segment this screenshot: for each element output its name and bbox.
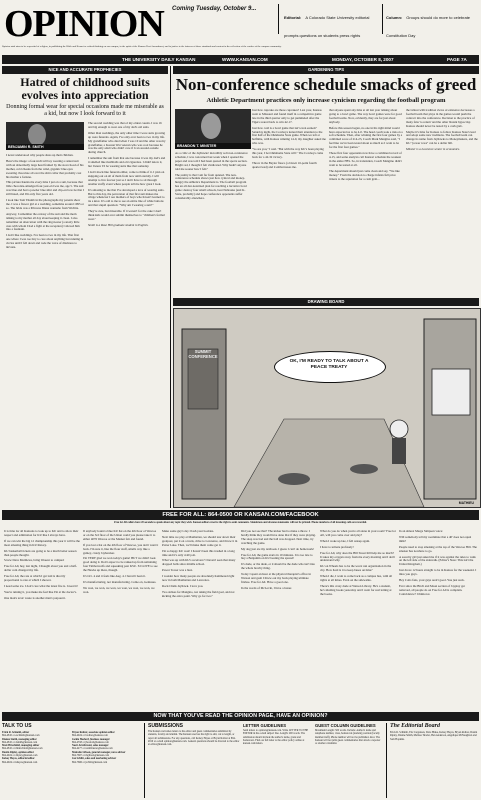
left-para: Other than weddings, the only other time I wore suits growing up were funerals. Again, I've only ever been to two in my life. My grandfather who died when I was 10 and the other was my grandfather, a Korean War veteran who was cool because he was the only adult who didn't care if I ran around outside during church. (88, 130, 166, 155)
ffa-col-2 (83, 530, 159, 708)
teaser-editorial-head: Editorial: (284, 15, 302, 20)
ffa-comment: I need some ice. I don't care what the latest fire is. I need it! (4, 583, 78, 588)
contact-entry (2, 744, 70, 751)
column-divider (170, 66, 171, 508)
editorial-board (390, 723, 479, 798)
main-para: The department should just come clean and say, "We like money." From the decision to charge infants full price tickets to the reputation for a cash grab... (329, 168, 400, 181)
ffa-comment: Free for All, the rate at which I get laid is directly proportional to rate at which I shower. (4, 574, 66, 583)
footer (2, 723, 479, 798)
ffa-comment: Rock Chalk Jayhawk. I love you. (162, 583, 204, 588)
contact-name: Dianne Smith, managing editor (2, 737, 37, 741)
cartoon-illustration (174, 309, 480, 507)
contact-email[interactable]: 864-4924 or brohrer@kansan.com (72, 734, 108, 738)
contact-name: Kelsey Hayes, editorial editor (2, 757, 35, 761)
contact-name: Jackie Hosford, business manager (72, 737, 110, 741)
left-col-1 (6, 154, 84, 506)
main-para: Maybe it's time for Kansas to follow Kansas State's lead and adopt some new traditions. The football team can change its name from Jayhawks to Moneymakers, and the KU "power rows" can be a dollar bill. (406, 129, 478, 146)
main-byline: BRANDON T. MINSTER (175, 143, 251, 149)
ffa-comment: When I die, I want to come back as a campus bus, with all rights at all times. Even on the sidewalks. (320, 574, 393, 583)
left-para: This picture haunts me every time I put on a suit, because that little chocolate-smudged four-year-old was me, age 5. The suit was blue and had a powder blue shirt and clip-on bow tie that I still hated, and I'm only five years old. (6, 180, 84, 197)
ffa-comment: What do you do when you're all alone in your room? Free for All, will you come over and play? (320, 530, 396, 537)
ffa-comment: In an almost Marge Simpson voice: (399, 530, 444, 533)
editorial-board-members: Erick R. Schmidt, Eric Jorgensen, Dave Blake, Kelsey Hayes, Bryan Rohrer, Dustin Ripley, Dianne Smith, Melissa Tirador, Ben Anderson, Angelique McNaughton and Sam Hopkins. (390, 731, 478, 741)
main-headline: Non-conference schedule smacks of greed (175, 75, 477, 94)
ffa-comment: We won, we won, we won, we won, we won, we won, we won. (83, 585, 155, 594)
left-col-2 (88, 122, 166, 506)
ffa-comment: If anybody found a blue KU hat on the 4th floor of Wescoe or on the 3rd floor of the Union could you please take it to either 4076 Wescoe or the Market fair and found. (83, 530, 157, 541)
ffa-col-6 (399, 530, 477, 708)
ffa-col-1 (4, 530, 80, 708)
talk-contacts-right (72, 731, 142, 764)
ffa-comment: Hey Colts fans, your guys aren't good. You just suck. (399, 578, 465, 583)
paper-name: THE UNIVERSITY DAILY KANSAN (122, 57, 196, 62)
teaser-editorial-body: A Colorado State University editorial prompts questions on students press rights (284, 15, 370, 38)
letter-guidelines-heading: LETTER GUIDELINES (243, 723, 287, 728)
left-para: It's amazing to me that I've developed a love of wearing suits. But to this day, the perversion of that first suit makes me cringe whenever I see mothers of boys who haven't learned to tie a knot. It's odd to me to see an entire line of white buttons and that stupid question: "Why am I wearing a suit?" (88, 187, 165, 208)
ffa-comment: It's Oct. 4 and it feels like Aug. 4. I haven't been it. (83, 574, 146, 579)
left-para: I don't mock like funerals either, come to think of it. I plan on skipping out on all of them from now until eternity. I will attempt to live forever just so I don't have to sit through another stuffy event where people tell me how great I look. (88, 169, 165, 186)
ffa-comment: KU on Wheels has to be the worst run organization in the city. How hard is it to keep buses on time? (320, 564, 392, 573)
ffa-comment: Ever since the Bitch and Moan section of Jayplay got removed, all people do on Free for All is complain. Coincidence? I think not. (399, 583, 466, 596)
teaser-coming: Coming Tuesday, October 9... (172, 6, 257, 12)
ffa-col-3 (162, 530, 238, 708)
main-col-2 (252, 109, 326, 294)
teaser-column (386, 6, 479, 42)
ffa-comment: I'm VERY glad we won today's game! BUT we didn't look good doing it. Don't expect to be ranked up from remaining four Timberwolfs and squeaking past KSU. I'd LOVE to see the Hawks up there, though. (83, 556, 158, 573)
left-para: They're cute, but miserable. If it weren't for the cake I don't think kids would ever submit themselves to "children's formal wear." (88, 209, 165, 221)
left-para: Anyway, I remember the ecstasy of the suit and the mom talking to my mother all day about keeping it clean. I also remember an altercation with the ring-bearer (a snotty little cuss with whom I had a fight at the reception) I shoved him into a fountain. (6, 211, 80, 232)
teaser-editorial (284, 6, 380, 42)
contact-entry (2, 757, 70, 764)
drawing-board-label: DRAWING BOARD (173, 298, 479, 306)
ffa-comment: I wonder how many people are absolutely hammered right now in both Manhattan and Lawrence. (162, 574, 235, 583)
teaser-divider (278, 4, 279, 34)
main-para: "So are you," I said. "But with the way KU's been playing this year, I bet Oklahoma State will." The Cowboys came back for a 42-32 victory. (252, 147, 324, 159)
section-title: OPINION (4, 3, 164, 45)
main-para: The reality is that I am far from quieted. The non-conference schedule shows just how cynical and money-hungry the Athletics Department is. The football program has an all-but-notarized plan for reaching a lucrative bowl game: destroy four small schools, beat Nebraska (and K-State, probably) and hope conference opponents suffer considerably elsewhere. (175, 172, 247, 200)
cartoon-sign: SUMMIT CONFERENCE (188, 349, 218, 359)
contact-email[interactable]: 864-4810 or mhirschfeld@kansan.com (2, 747, 43, 751)
ffa-comment: Free for All, why does the Hill Street hill help me so much? It takes my oxygen away from me every morning and I don't understand why. (320, 550, 396, 563)
teaser-column-head: Column: (386, 15, 403, 20)
ffa-comment: Free for All, hey, last night, I thought about you and a half-dollar coin changed my life. (4, 564, 78, 573)
ffa-comment: Today I spent an hour at the physical therapist's office in Watson and gosh I threw out my back playing ultimate frisbee. Free for All. Have a good one. (241, 572, 311, 584)
ffa-comment: KU basketball tickets are going to be a much better season than people thought. (4, 548, 77, 557)
ffa-comment: Will somebody tell my roommate that a 40' does not equal milk? (399, 534, 472, 543)
ffa-comment: Make some guy's day: flash your boobies. (162, 530, 215, 533)
columnist-head (28, 124, 46, 146)
contact-email[interactable]: 864-4810 or dsmith@kansan.com (2, 740, 38, 744)
contact-email[interactable]: 864-4924 or dripley@kansan.com (2, 754, 38, 758)
contact-email[interactable]: 864-4924 or khayes@kansan.com (2, 760, 38, 764)
ffa-comment: Two strikes for Mangino, not taking the field goal, and not kicking the extra point. Why go for two? (162, 589, 235, 598)
ffa-comment: Power Tower was a bust. (162, 568, 193, 573)
contact-name: Malcolm Gibson, general manager, news adviser (72, 750, 126, 754)
left-para: I remember the suit from that one because it was my dad's and it smelled like mothballs and old cigarettes. I didn't know it, but I knew I'd be wearing suits like that someday. (88, 156, 166, 169)
ffa-comment: If you lost a hat on the 4th floor of Wescoe, you don't want it back. I'm sure it, like the flour stuff, smells way like a gamey, crusty Jayhawker. (83, 542, 159, 555)
ffa-comment: People need to stop smoking at the top of the Wescoe Hill. The smoker has nowhere to go. (399, 544, 477, 553)
contact-name: Matt Hirschfeld, managing editor (2, 744, 40, 748)
page-number: PAGE 7A (447, 57, 467, 62)
main-section-label: GARDENING TIPS (173, 66, 479, 74)
main-para: Just how cold is a bowl game that isn't even earned? Saturday night, the Cowboys turned their attention to the first half of the Oklahoma State game. When we left at halftime, with Kansas winning 14-0, my daughter asked me who was. (252, 125, 326, 146)
main-para: Just how cupcake are those cupcakes? Last year, Kansas went to Missouri and found itself in a competitive game late in the third quarter only to get pummeled after the Tigers roared back to win 42-17. (252, 109, 322, 124)
main-col-4 (406, 109, 479, 294)
talk-contacts-left (2, 731, 70, 764)
left-author-bio: Smith is a Rose Hill graduate student in English. (88, 222, 149, 227)
contact-email[interactable]: 864-7667 or mgibson@kansan.com (72, 754, 110, 758)
mission-statement: Opinion staff aims to be respectful of religion, in publishing the Bible and Koran for critical thinking on our campus, in the spirit of the Kansan First Amendment, and in justice to the fairness of those standards and content in the reflection of the readers of the campus community. (2, 45, 282, 48)
free-for-all (2, 510, 479, 710)
left-para: I don't like weddings. I've been to two in my life. That first one where I was too tiny to care about anything but running in circles until I fell down and rode the wave of dizziness to nirvana. (6, 233, 84, 250)
talk-to-us (2, 723, 142, 798)
left-byline-photo (6, 122, 84, 150)
footer-divider (144, 723, 145, 798)
ffa-comment: If we can win the big 12 championship this year it will be the most amazing thing in KU history. (4, 538, 80, 547)
contact-email[interactable]: 864-4477 or narmbruster@kansan.com (72, 747, 113, 751)
left-headline: Hatred of childhood suits evolves into appreciation (20, 75, 150, 102)
ffa-col-5 (320, 530, 396, 708)
ffa-comment: It is time for all Kansans to look up to KU and to show their respect and admiration for KU like I always have. (4, 530, 79, 537)
website: WWW.KANSAN.COM (222, 57, 268, 62)
contact-entry (2, 731, 70, 738)
ffa-comment: My dog just ate my textbook. I guess I can't do homework! (241, 546, 315, 551)
ffa-comment: When I woke up late, I fell asleep again. (320, 538, 370, 543)
cartoon-artist: MATHIEU (458, 501, 474, 505)
contact-name: Jon Schlitt, sales and marketing adviser (72, 757, 117, 761)
letter-guidelines-body: Send letters to opinion@kansan.com. Write LETTER TO THE EDITOR in the e-mail subject line. Length: 200 words. The submission should include the author's name, grade and hometown. Find our full letter to the editor policy online at kansan.com/letters. (243, 729, 309, 746)
speech-bubble-text: OK, I'M READY TO TALK ABOUT A PEACE TREATY (289, 359, 369, 370)
submissions-body: The Kansan welcomes letters to the editor and guest commentaries submitted by students, faculty and alumni. The Kansan reserves the right to edit, cut to length, or reject all submissions. For any questions, call Kelsey Hayes or Bryan Rohrer at 864-4810 or e-mail opinion@kansan.com. General questions should be directed to the editor at editor@kansan.com. (148, 730, 240, 747)
cartoon (173, 308, 481, 508)
submissions-heading: SUBMISSIONS (148, 723, 184, 729)
submissions (148, 723, 240, 798)
main-author-bio: Minster is a Lawrence senior in economics. (406, 147, 460, 152)
ffa-comment: Did you not see that? The kicker had to make a throw. I hardly think they would have done that if they were playing. The snap was bad and the ball was dropped. Next time, try watching the game. (241, 530, 316, 545)
contact-email[interactable]: 864-4810 or eschmidt@kansan.com (2, 734, 40, 738)
left-para: The second wedding was that of my oldest cousin. I was 16 and big enough to wear one of my dad's old suits. (88, 122, 162, 129)
ffa-comment: Screw Dave Matthews, bring Weezer to campus! (4, 558, 65, 563)
ffa-comment: In the words of McLovin, I have a boner. (241, 585, 292, 590)
ffa-label: FREE FOR ALL: 864-0500 OR KANSAN.COM/FACEBOOK (2, 510, 479, 520)
contact-name: Erick R. Schmidt, editor (2, 731, 30, 734)
ffa-col-4 (241, 530, 317, 708)
main-col-3 (329, 109, 403, 294)
guest-guidelines-body: Maximum Length: 500 words. Include: Author's name and telephone number, class, hometown (student) position (faculty member/staff). Phone number will not be published. Also: The Kansan will not print guest commentaries that attack a reporter or another columnist. (315, 729, 381, 746)
main-para: Throw in the Baylor fiasco (a blown 16-point fourth quarter lead) and it embarrasses me. (252, 160, 317, 169)
issue-date: MONDAY, OCTOBER 8, 2007 (332, 57, 394, 62)
editorial-board-heading: The Editorial Board (390, 723, 441, 729)
main-story (173, 66, 479, 296)
ffa-comment: It's dude, or the dude, or it should be the dude who isn't into the whole brevity thing. (241, 562, 316, 571)
main-para: Before this season began, no one in his right mind would have expected us to be 4-0. The head coach took a risk on a soft schedule. Then, after winning the first four games by a combined score of 214-23, Coach Mark Mangino said, "I feel like we've been tested about as much as I want to be for the first four games." (329, 125, 403, 150)
ffa-comment: Free for All, the game starts in 10 minutes. It is too late to buy a Benjamin on KU beating the spread! (241, 552, 313, 561)
contact-entry (72, 757, 142, 764)
contact-entry (72, 744, 142, 751)
main-para: Those first four opponents now have a combined record of 4-15, and some analysts call Kansas' schedule the weakest in the entire FBS. So, in translation, Coach Mangino didn't want to be tested at all. (329, 151, 402, 167)
dateline-bar (2, 55, 479, 64)
guest-guidelines (315, 723, 383, 745)
left-deck: Donning formal wear for special occasions made me miserable as a kid, but now I look forward to it (6, 104, 164, 117)
ffa-comment: One man's toxic waste is another man's potpourri. (4, 595, 66, 600)
teaser-column-body: Groups should do more to celebrate Constitution Day (386, 15, 471, 38)
footer-banner: NOW THAT YOU'VE READ THE OPINION PAGE, HAVE AN OPINION? (2, 712, 479, 721)
contact-name: Nasir Armbruster, sales manager (72, 744, 109, 748)
drawing-board (173, 298, 479, 508)
ffa-comment: Just drove 12 hours straight to be in Kansas for the weekend. I miss you guys. (399, 568, 477, 577)
masthead (2, 2, 479, 56)
ffa-comment: Next time we play at Manhattan, we should tear down their goalpost, put it on a truck, drive to Lawrence, and throw it in Potter Lake. Then, we'll make them come get it. (162, 534, 238, 547)
main-para: that anyone spent any time at all last year talking about going to a bowl game. The way bowl games were for good football teams. Now, evidently, they are for just about anybody. (329, 109, 402, 124)
left-story (2, 66, 168, 508)
left-para: Here's the image: a four-inch tall boy wearing a rented suit with an abnormally large head framed by the stove hood of his mother, cold cheeks from the wind, gigantic blue eyes sweating chocolate all over the shirt collar that probably cost his mother a fortune. (6, 158, 84, 179)
guidelines (243, 723, 383, 798)
contact-entry (72, 731, 142, 738)
ffa-comment: There's this crazy dude at Watson Library. He's a student, he's shutting books yesterday and I went for real letting at the books. (320, 583, 392, 596)
ffa-comment: You're ruining it, you make me feel like I'm at the doctor's. (4, 589, 77, 594)
main-col-1 (175, 152, 249, 294)
contact-name: Dustin Ripley, opinion editor (2, 750, 34, 754)
ffa-comment: I have to urinate profusely! (320, 544, 354, 549)
contact-email[interactable]: 864-4358 or jhosford@kansan.com (72, 740, 109, 744)
talk-to-us-heading: TALK TO US (2, 723, 32, 729)
left-section-label: NICE AND ACCURATE PROPHECIES (2, 66, 168, 74)
contact-email[interactable]: 864-7666 or jschlitt@kansan.com (72, 760, 108, 764)
left-para: I look like Tom Thumb in the photographs my parents show me. I was a flower girl at a wedding, sometime around 1995 or so. The bride was a Princess Diana wannabe from Wichita. (6, 198, 84, 210)
main-para: the fallout with tradition views of existence decreases a football team that plays in the games would push the contract into the conference. Decision to the practice of many fans 'to return' and the other blatant hypocrisy. Kansas should never be tested by a cash grab. (406, 109, 475, 128)
main-deck: Athletic Department practices only increase cynicism regarding the football program (206, 97, 446, 104)
main-para: As a critic of the Jayhawks' incredibly soft non-conference schedule, I was concerned last week when I opened the paper and was told I had been quoted in the sports section. Bright red, I thought I felt vindicated. Why hadn't anyone told me sooner how I felt? (175, 152, 248, 171)
left-para: I never understood why people dress up their children. (6, 154, 74, 157)
teaser-divider-2 (382, 4, 383, 34)
columnist-head (201, 113, 221, 139)
ffa-comment: A sorority girl just asked me if it was against the rules to walk on the left side of the sidewalk. (Editor's Note: This isn't the United Kingdom.) (399, 554, 476, 567)
guest-guidelines-heading: GUEST COLUMN GUIDELINES (315, 723, 376, 728)
letter-guidelines (243, 723, 311, 745)
footer-divider (386, 723, 387, 798)
contact-name: Bryan Rohrer, associate opinion editor (72, 731, 115, 734)
ffa-comment: It's manufacturing, not manufacturing. Come on, Geniuses. (83, 579, 157, 584)
main-byline-photo (175, 109, 251, 149)
ffa-intro: Free for All callers have 20 seconds to speak about any topic they wish. Kansan editors reserve the right to omit comments. Slanderous and obscene statements will not be printed. Phone numbers of all incoming calls are recorded. (114, 521, 367, 524)
left-byline: BENJAMIN R. SMITH (6, 144, 84, 150)
ffa-comment: What was up with KU's receivers? I haven't seen that many dropped balls since middle school. (162, 558, 236, 567)
ffa-comment: I'm so happy KU won! I haven't been this trashed in a long time and it's only 4:40 p.m. (162, 548, 235, 557)
